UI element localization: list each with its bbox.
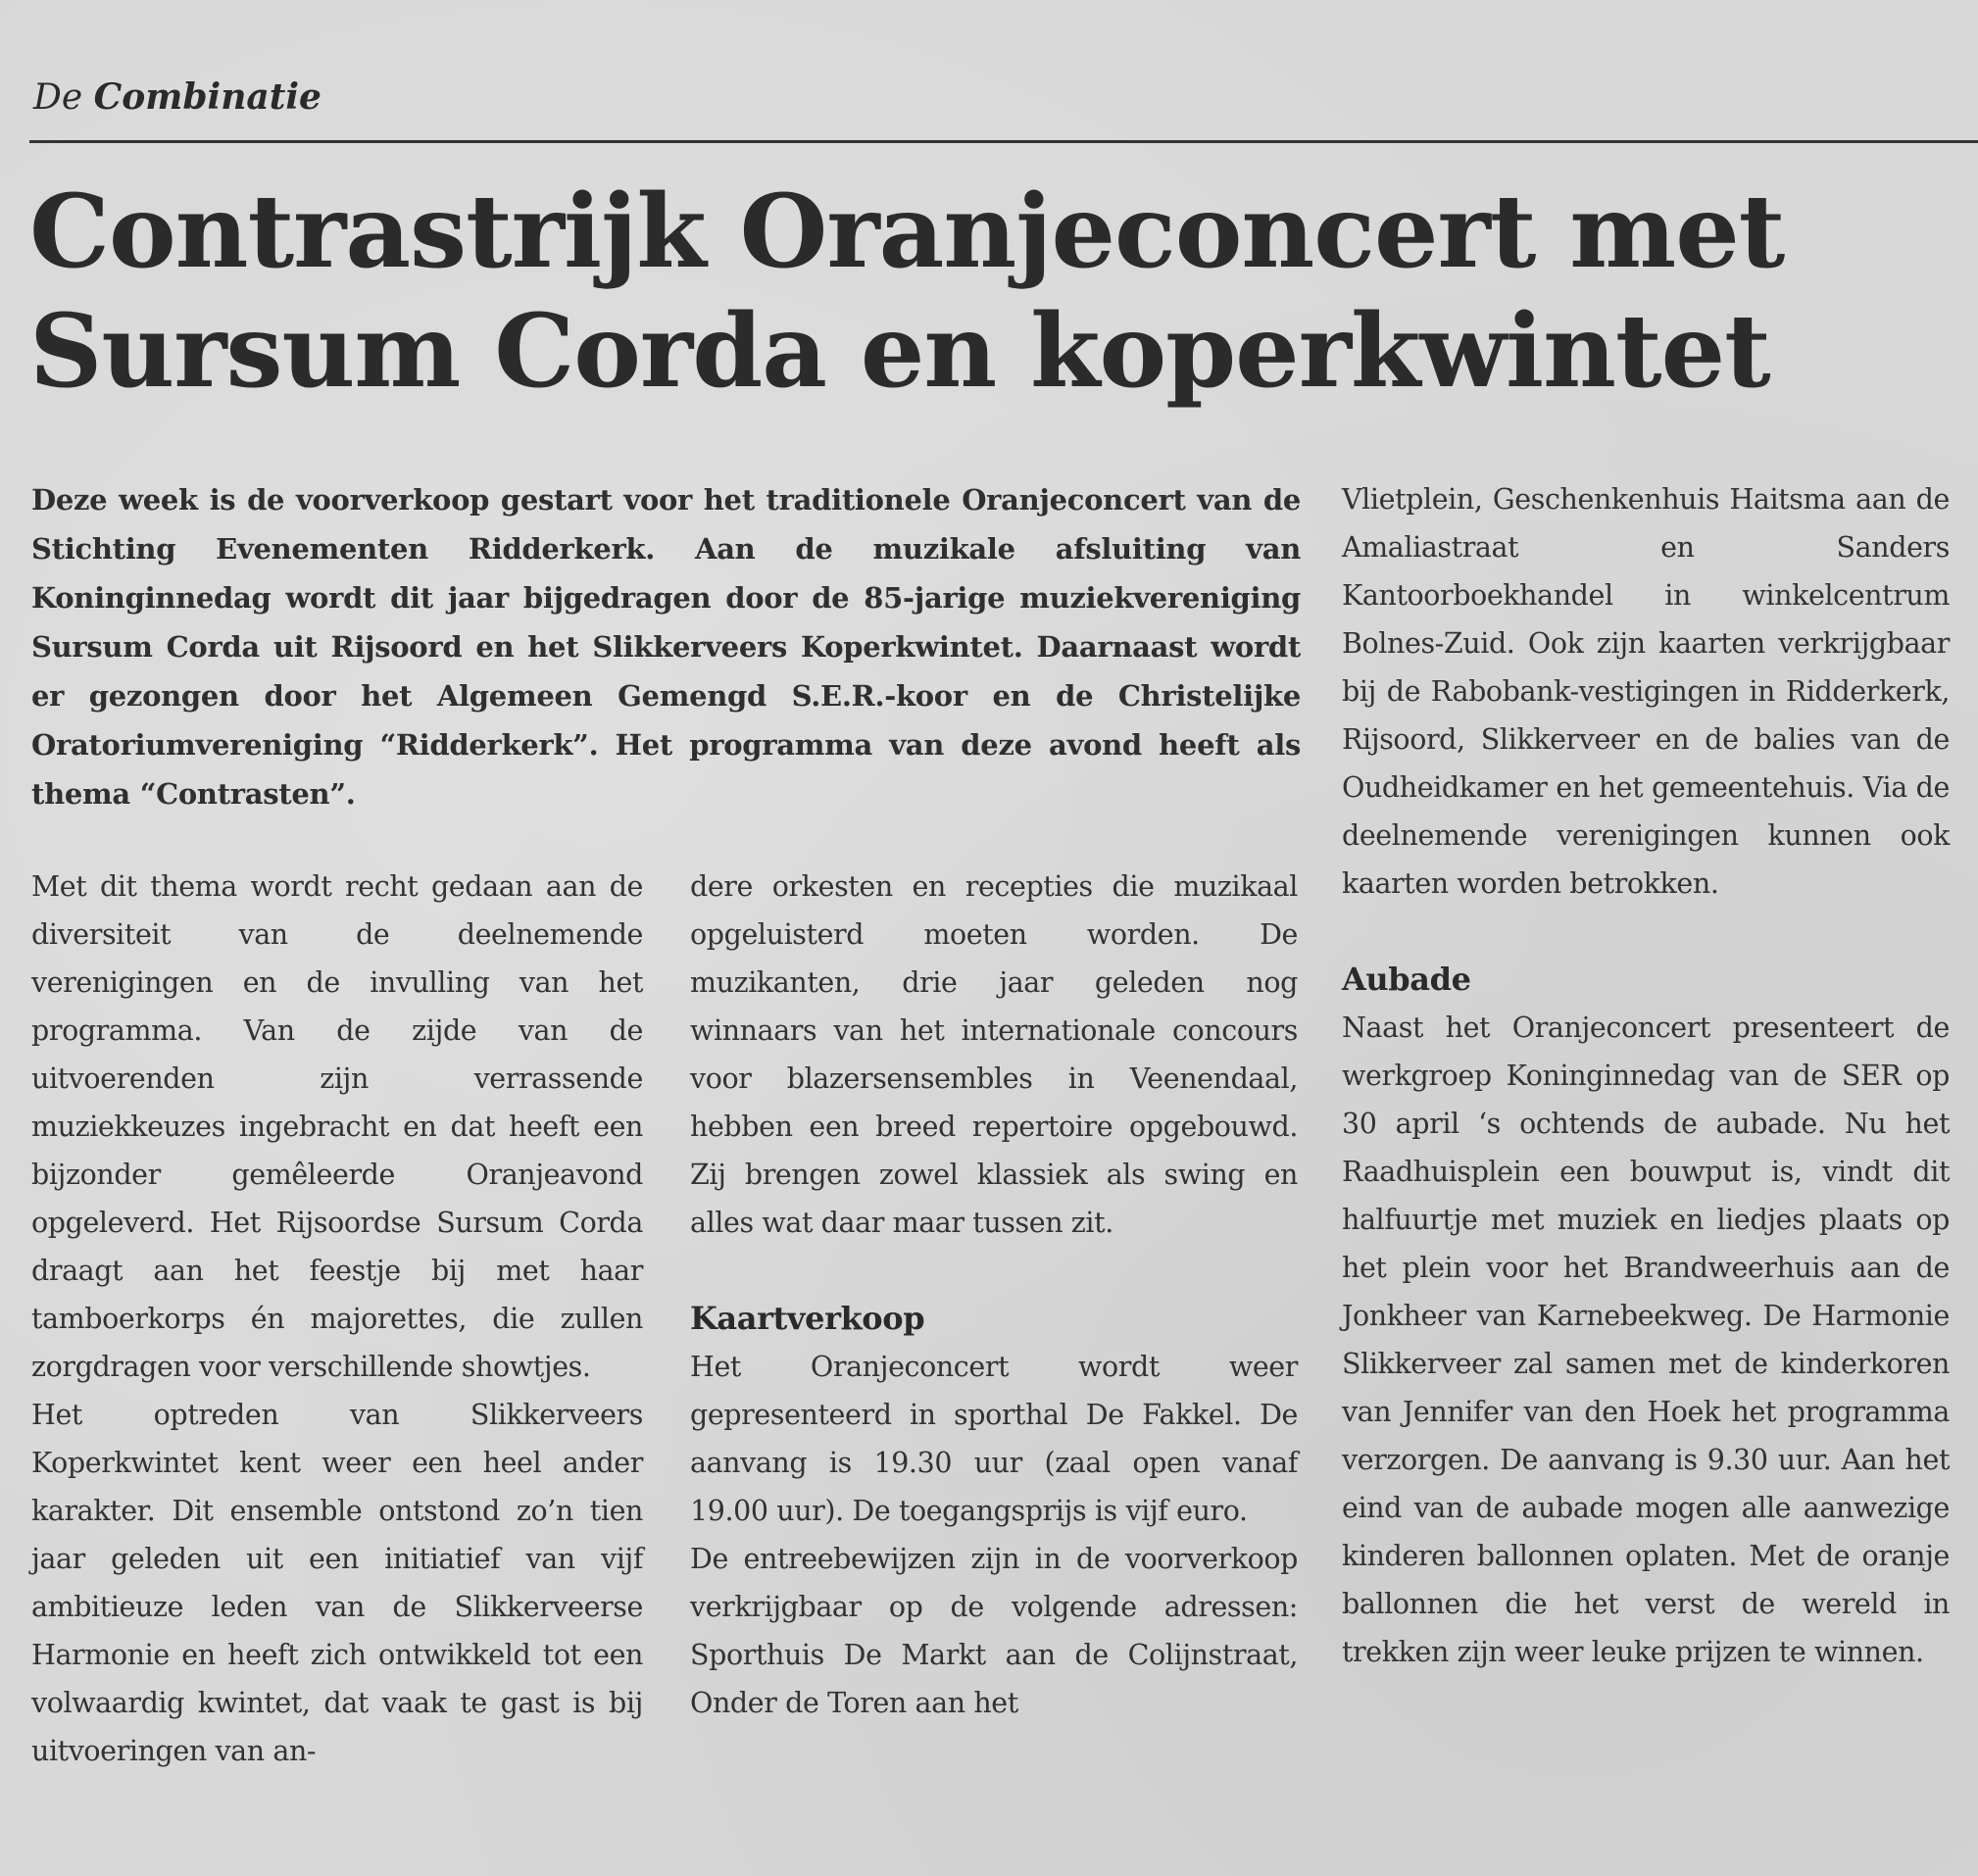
- paragraph-voorverkoop-end: Vlietplein, Geschenkenhuis Haitsma aan de Amaliastraat en Sanders Kantoorboekhandel in winkelcentrum Bolnes-Zuid. Ook zijn kaarten verkrijgbaar bij de Rabobank-vestigingen in Ridderkerk, Rijsoord, Slikkerveer en de balies van de Oudheidkamer en het gemeentehuis. Via de deelnemende verenigingen kunnen ook kaarten worden betrokken.: [1342, 483, 1950, 900]
- paragraph-fakkel: Het Oranjeconcert wordt weer gepresenteerd in sporthal De Fakkel. De aanvang is 19.30 uur (zaal open vanaf 19.00 uur). De toegangsprijs is vijf euro.: [690, 1351, 1298, 1527]
- headline-line-1: Contrastrijk Oranjeconcert met: [29, 173, 1785, 291]
- section-name: Combinatie: [93, 76, 321, 118]
- article-headline: [29, 173, 1970, 412]
- header-rule: [29, 140, 1978, 143]
- heading-kaartverkoop: Kaartverkoop: [690, 1300, 925, 1337]
- paragraph-kwintet-end: dere orkesten en recepties die muzikaal opgeluisterd moeten worden. De muzikanten, drie jaar geleden nog winnaars van het internationale concours voor blazersensembles in Veenendaal, hebben een breed repertoire opgebouwd. Zij brengen zowel klassiek als swing en alles wat daar maar tussen zit.: [690, 870, 1298, 1239]
- column-3: [1342, 475, 1950, 1676]
- paragraph-voorverkoop-start: De entreebewijzen zijn in de voorverkoop verkrijgbaar op de volgende adressen: Sporthuis De Markt aan de Colijnstraat, Onder de Toren aan het: [690, 1543, 1298, 1719]
- column-1: [31, 863, 643, 1775]
- paragraph-kwintet-start: Het optreden van Slikkerveers Koperkwintet kent weer een heel ander karakter. Dit ensemble ontstond zo’n tien jaar geleden uit een initiatief van vijf ambitieuze leden van de Slikkerveerse Harmonie en heeft zich ontwikkeld tot een volwaardig kwintet, dat vaak te gast is bij uitvoeringen van an-: [31, 1399, 643, 1767]
- section-prefix: De: [33, 77, 83, 118]
- section-label: [33, 76, 321, 118]
- article-lead: Deze week is de voorverkoop gestart voor het traditionele Oranjeconcert van de Stichting Evenementen Ridderkerk. Aan de muzikale afsluiting van Koninginnedag wordt dit jaar bijgedragen door de 85-jarige muziekvereniging Sursum Corda uit Rijsoord en het Slikkerveers Koperkwintet. Daarnaast wordt er gezongen door het Algemeen Gemengd S.E.R.-koor en de Christelijke Oratoriumvereniging “Ridderkerk”. Het programma van deze avond heeft als thema “Contrasten”.: [31, 483, 1301, 811]
- paragraph-thema: Met dit thema wordt recht gedaan aan de diversiteit van de deelnemende verenigingen en de invulling van het programma. Van de zijde van de uitvoerenden zijn verrassende muziekkeuzes ingebracht en dat heeft een bijzonder gemêleerde Oranjeavond opgeleverd. Het Rijsoordse Sursum Corda draagt aan het feestje bij met haar tamboerkorps én majorettes, die zullen zorgdragen voor verschillende showtjes.: [31, 870, 643, 1383]
- paragraph-aubade: Naast het Oranjeconcert presenteert de werkgroep Koninginnedag van de SER op 30 april ‘s ochtends de aubade. Nu het Raadhuisplein een bouwput is, vindt dit halfuurtje met muziek en liedjes plaats op het plein voor het Brandweerhuis aan de Jonkheer van Karnebeekweg. De Harmonie Slikkerveer zal samen met de kinderkoren van Jennifer van den Hoek het programma verzorgen. De aanvang is 9.30 uur. Aan het eind van de aubade mogen alle aanwezige kinderen ballonnen oplaten. Met de oranje ballonnen die het verst de wereld in trekken zijn weer leuke prijzen te winnen.: [1342, 1012, 1950, 1668]
- column-2: [690, 863, 1298, 1727]
- heading-aubade: Aubade: [1342, 961, 1471, 998]
- headline-line-2: Sursum Corda en koperkwintet: [29, 292, 1770, 411]
